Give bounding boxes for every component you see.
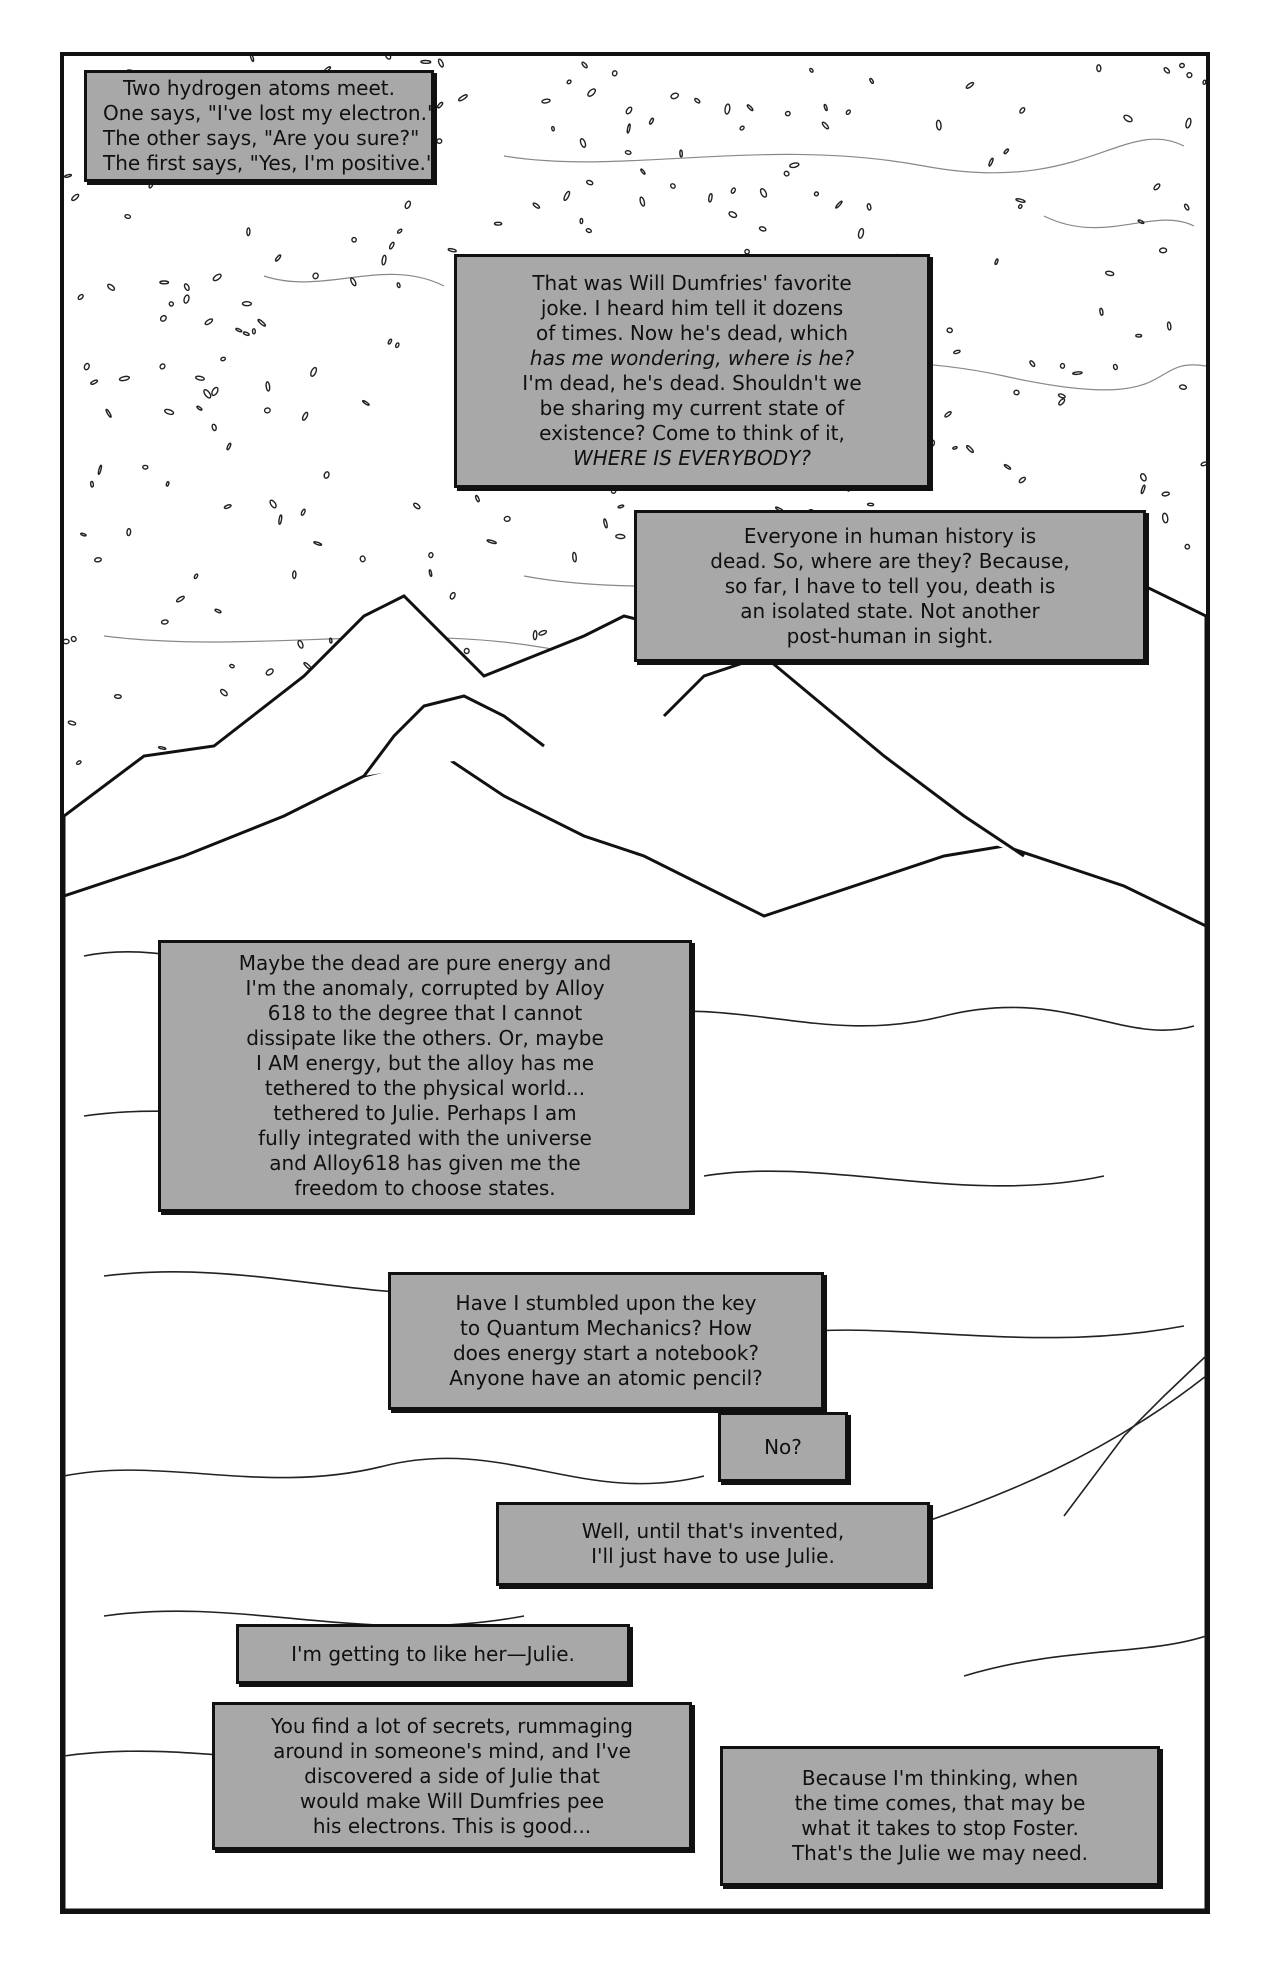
snow-speck	[413, 502, 421, 509]
snow-speck	[739, 125, 744, 130]
snow-speck	[395, 342, 400, 348]
snow-speck	[64, 639, 69, 644]
caption-line: 618 to the degree that I cannot	[267, 1001, 583, 1025]
snow-speck	[1058, 393, 1066, 398]
snow-speck	[404, 200, 411, 209]
snow-speck	[783, 170, 789, 176]
snow-speck	[1060, 364, 1064, 369]
snow-speck	[235, 328, 242, 333]
snow-speck	[965, 82, 974, 90]
snow-speck	[71, 193, 80, 201]
snow-speck	[869, 78, 874, 84]
snow-speck	[586, 180, 593, 186]
caption-line: WHERE IS EVERYBODY?	[572, 446, 812, 470]
snow-speck	[1019, 107, 1026, 114]
snow-speck	[1014, 390, 1020, 395]
caption-no	[718, 1412, 848, 1482]
snow-speck	[352, 237, 357, 242]
snow-speck	[1136, 334, 1142, 337]
snow-speck	[1016, 198, 1026, 203]
caption-line: dissipate like the others. Or, maybe	[246, 1026, 604, 1050]
snow-speck	[532, 202, 540, 209]
snow-speck	[1099, 308, 1103, 315]
caption-line: No?	[764, 1434, 802, 1459]
snow-speck	[257, 319, 266, 327]
snow-speck	[84, 363, 91, 371]
snow-speck	[397, 283, 401, 288]
snow-speck	[475, 495, 480, 502]
snow-speck	[1097, 65, 1101, 72]
snow-speck	[1180, 63, 1185, 67]
snow-speck	[329, 638, 332, 643]
caption-human-history	[634, 510, 1146, 662]
snow-speck	[176, 595, 185, 602]
snow-speck	[759, 188, 767, 198]
snow-speck	[625, 106, 633, 114]
snow-speck	[952, 446, 957, 449]
snow-speck	[195, 376, 204, 381]
snow-speck	[449, 592, 456, 600]
snow-speck	[278, 515, 282, 525]
snow-speck	[360, 556, 366, 563]
snow-speck	[1018, 476, 1026, 483]
caption-line: You find a lot of secrets, rummaging	[271, 1713, 633, 1738]
snow-speck	[858, 228, 865, 239]
snow-speck	[1167, 322, 1171, 330]
snow-speck	[229, 664, 234, 668]
snow-speck	[846, 109, 852, 115]
snow-speck	[1184, 204, 1190, 211]
snow-speck	[1004, 464, 1011, 470]
snow-speck	[1186, 72, 1192, 78]
snow-speck	[936, 120, 941, 130]
caption-line: to Quantum Mechanics? How	[460, 1316, 752, 1340]
snow-speck	[747, 104, 754, 111]
snow-speck	[930, 440, 935, 447]
snow-speck	[835, 201, 843, 209]
snow-speck	[670, 92, 679, 99]
caption-line: joke. I heard him tell it dozens	[540, 296, 844, 320]
snow-speck	[226, 443, 231, 450]
snow-speck	[312, 272, 319, 279]
caption-line: That's the Julie we may need.	[791, 1841, 1089, 1865]
caption-stop-foster	[720, 1746, 1160, 1886]
snow-speck	[169, 301, 174, 306]
snow-speck	[603, 519, 608, 528]
snow-speck	[196, 406, 202, 411]
snow-speck	[242, 302, 251, 306]
snow-speck	[211, 386, 220, 396]
caption-hydrogen-joke	[84, 70, 437, 182]
snow-speck	[1003, 148, 1009, 154]
caption-will-dumfries	[454, 254, 930, 488]
caption-like-julie	[236, 1624, 630, 1684]
snow-speck	[785, 111, 790, 116]
snow-speck	[1162, 513, 1169, 523]
caption-line: I'm the anomaly, corrupted by Alloy	[245, 976, 605, 1000]
caption-line: his electrons. This is good...	[312, 1813, 592, 1838]
snow-speck	[551, 126, 554, 131]
snow-speck	[611, 488, 617, 494]
snow-speck	[1185, 118, 1192, 129]
caption-line: The first says, "Yes, I'm positive."	[103, 151, 436, 175]
snow-speck	[429, 570, 432, 577]
snow-speck	[708, 193, 712, 202]
snow-speck	[211, 424, 216, 431]
caption-line: dead. So, where are they? Because,	[710, 548, 1070, 573]
snow-speck	[639, 197, 645, 207]
snow-speck	[437, 139, 442, 144]
snow-speck	[1029, 360, 1036, 367]
snow-speck	[164, 408, 174, 415]
caption-line: One says, "I've lost my electron."	[103, 101, 437, 125]
snow-speck	[215, 609, 222, 614]
caption-line: post-human in sight.	[786, 623, 994, 648]
caption-line: Well, until that's invented,	[581, 1519, 845, 1543]
caption-line: around in someone's mind, and I've	[273, 1738, 631, 1763]
snow-speck	[1113, 364, 1118, 370]
snow-speck	[247, 228, 250, 236]
snow-speck	[204, 318, 213, 326]
caption-line: the time comes, that may be	[794, 1791, 1086, 1815]
caption-line: Have I stumbled upon the key	[455, 1291, 757, 1315]
snow-speck	[275, 254, 282, 261]
caption-line: tethered to Julie. Perhaps I am	[273, 1101, 577, 1125]
snow-speck	[867, 203, 872, 210]
snow-speck	[203, 389, 212, 399]
snow-speck	[538, 630, 547, 636]
snow-speck	[71, 636, 77, 643]
caption-line: of times. Now he's dead, which	[535, 321, 849, 345]
snow-speck	[627, 124, 631, 133]
snow-speck	[994, 259, 998, 265]
caption-line: so far, I have to tell you, death is	[724, 573, 1056, 598]
snow-speck	[166, 481, 169, 486]
snow-speck	[160, 315, 168, 323]
snow-speck	[80, 533, 86, 537]
snow-speck	[731, 187, 737, 194]
snow-speck	[293, 571, 297, 579]
snow-speck	[421, 60, 431, 63]
snow-speck	[612, 70, 618, 76]
caption-line: I'll just have to use Julie.	[591, 1544, 835, 1568]
caption-line: I AM energy, but the alloy has me	[256, 1051, 594, 1075]
snow-speck	[494, 222, 501, 225]
snow-speck	[302, 412, 309, 421]
snow-speck	[1073, 371, 1083, 374]
snow-speck	[809, 68, 814, 73]
snow-speck	[1163, 67, 1170, 74]
snow-speck	[90, 379, 98, 385]
snow-speck	[821, 121, 829, 129]
caption-quantum-mechanics	[388, 1272, 824, 1410]
snow-speck	[437, 102, 444, 109]
snow-speck	[1159, 248, 1166, 253]
snow-speck	[728, 211, 737, 219]
snow-speck	[670, 183, 676, 189]
snow-speck	[160, 281, 169, 284]
caption-use-julie	[496, 1502, 930, 1586]
snow-speck	[1141, 485, 1146, 494]
snow-speck	[649, 118, 654, 125]
snow-speck	[125, 214, 131, 219]
snow-speck	[947, 328, 953, 333]
snow-speck	[184, 283, 191, 291]
snow-speck	[533, 631, 537, 640]
snow-speck	[618, 505, 624, 509]
snow-speck	[220, 688, 229, 696]
snow-speck	[587, 88, 597, 98]
caption-line: Anyone have an atomic pencil?	[449, 1366, 763, 1390]
snow-speck	[814, 191, 820, 196]
snow-speck	[1203, 80, 1206, 85]
snow-speck	[388, 339, 393, 345]
caption-line: I'm getting to like her—Julie.	[291, 1641, 575, 1666]
caption-line: has me wondering, where is he?	[529, 346, 855, 370]
snow-speck	[212, 273, 222, 282]
caption-line: Maybe the dead are pure energy and	[238, 951, 612, 975]
snow-speck	[250, 56, 254, 62]
snow-speck	[586, 228, 592, 233]
snow-speck	[868, 503, 874, 506]
snow-speck	[98, 465, 102, 475]
caption-line: Because I'm thinking, when	[801, 1766, 1079, 1790]
snow-speck	[381, 255, 386, 265]
caption-line: discovered a side of Julie that	[304, 1763, 600, 1788]
caption-line: tethered to the physical world...	[264, 1076, 586, 1100]
snow-speck	[542, 99, 551, 104]
snow-speck	[90, 481, 93, 487]
snow-speck	[680, 150, 683, 157]
snow-speck	[243, 331, 250, 336]
snow-speck	[1018, 204, 1023, 209]
snow-speck	[350, 277, 357, 286]
snow-speck	[265, 668, 274, 677]
snow-speck	[76, 760, 82, 765]
snow-speck	[397, 229, 403, 234]
snow-speck	[264, 408, 270, 414]
snow-speck	[1105, 271, 1114, 276]
snow-speck	[487, 539, 497, 544]
snow-speck	[323, 471, 329, 479]
snow-speck	[759, 226, 766, 232]
snow-speck	[94, 557, 101, 562]
snow-speck	[114, 694, 121, 698]
snow-speck	[966, 445, 974, 453]
snow-speck	[944, 411, 952, 418]
snow-speck	[158, 746, 166, 750]
snow-speck	[1153, 183, 1161, 191]
snow-speck	[458, 94, 468, 102]
snow-speck	[1162, 492, 1170, 497]
snow-speck	[143, 465, 148, 469]
snow-speck	[616, 534, 625, 539]
caption-line: would make Will Dumfries pee	[299, 1788, 605, 1813]
snow-speck	[580, 219, 583, 224]
snow-speck	[504, 516, 510, 522]
snow-speck	[566, 79, 571, 84]
snow-speck	[252, 329, 255, 334]
snow-speck	[389, 242, 395, 250]
snow-speck	[448, 248, 457, 252]
snow-speck	[1123, 114, 1133, 123]
snow-speck	[161, 620, 168, 625]
snow-speck	[119, 376, 130, 382]
caption-line: does energy start a notebook?	[452, 1341, 760, 1365]
snow-speck	[107, 283, 116, 291]
snow-speck	[127, 528, 131, 535]
caption-pure-energy	[158, 940, 692, 1212]
snow-speck	[148, 182, 153, 189]
snow-speck	[789, 162, 799, 168]
snow-speck	[68, 720, 76, 725]
snow-speck	[194, 573, 199, 579]
snow-speck	[297, 640, 304, 649]
snow-speck	[269, 499, 277, 509]
snow-speck	[266, 382, 270, 392]
snow-speck	[362, 400, 369, 406]
snow-speck	[579, 138, 586, 148]
caption-line: an isolated state. Not another	[740, 598, 1040, 623]
snow-speck	[105, 409, 112, 418]
snow-speck	[301, 509, 306, 516]
snow-speck	[437, 59, 444, 68]
snow-speck	[625, 150, 631, 154]
snow-speck	[1184, 544, 1190, 550]
comic-panel	[60, 52, 1210, 1914]
snow-speck	[724, 104, 730, 115]
snow-speck	[64, 174, 71, 178]
snow-speck	[428, 552, 433, 557]
snow-speck	[953, 350, 960, 355]
caption-line: freedom to choose states.	[294, 1176, 556, 1200]
snow-speck	[159, 363, 166, 370]
snow-speck	[77, 294, 84, 301]
caption-line: what it takes to stop Foster.	[801, 1816, 1079, 1840]
caption-line: Everyone in human history is	[743, 523, 1037, 548]
snow-speck	[581, 61, 588, 68]
snow-speck	[563, 191, 571, 201]
snow-speck	[310, 367, 318, 377]
snow-speck	[313, 541, 321, 546]
snow-speck	[1058, 398, 1066, 406]
snow-speck	[1179, 384, 1186, 389]
caption-line: be sharing my current state of	[539, 396, 845, 420]
caption-line: Two hydrogen atoms meet.	[122, 76, 395, 100]
snow-speck	[988, 158, 994, 167]
snow-speck	[1140, 473, 1148, 482]
caption-line: The other says, "Are you sure?"	[103, 126, 420, 150]
snow-speck	[824, 104, 828, 111]
snow-speck	[183, 295, 190, 304]
snow-speck	[220, 357, 225, 361]
caption-line: and Alloy618 has given me the	[269, 1151, 581, 1175]
snow-speck	[464, 648, 470, 654]
snow-speck	[1201, 461, 1206, 466]
snow-speck	[694, 98, 701, 104]
caption-line: existence? Come to think of it,	[539, 421, 845, 445]
snow-speck	[385, 56, 392, 60]
snow-speck	[572, 552, 576, 562]
caption-secrets	[212, 1702, 692, 1850]
caption-line: fully integrated with the universe	[258, 1126, 592, 1150]
caption-line: I'm dead, he's dead. Shouldn't we	[522, 371, 862, 395]
snow-speck	[640, 169, 645, 175]
caption-line: That was Will Dumfries' favorite	[532, 271, 852, 295]
snow-speck	[224, 504, 232, 509]
